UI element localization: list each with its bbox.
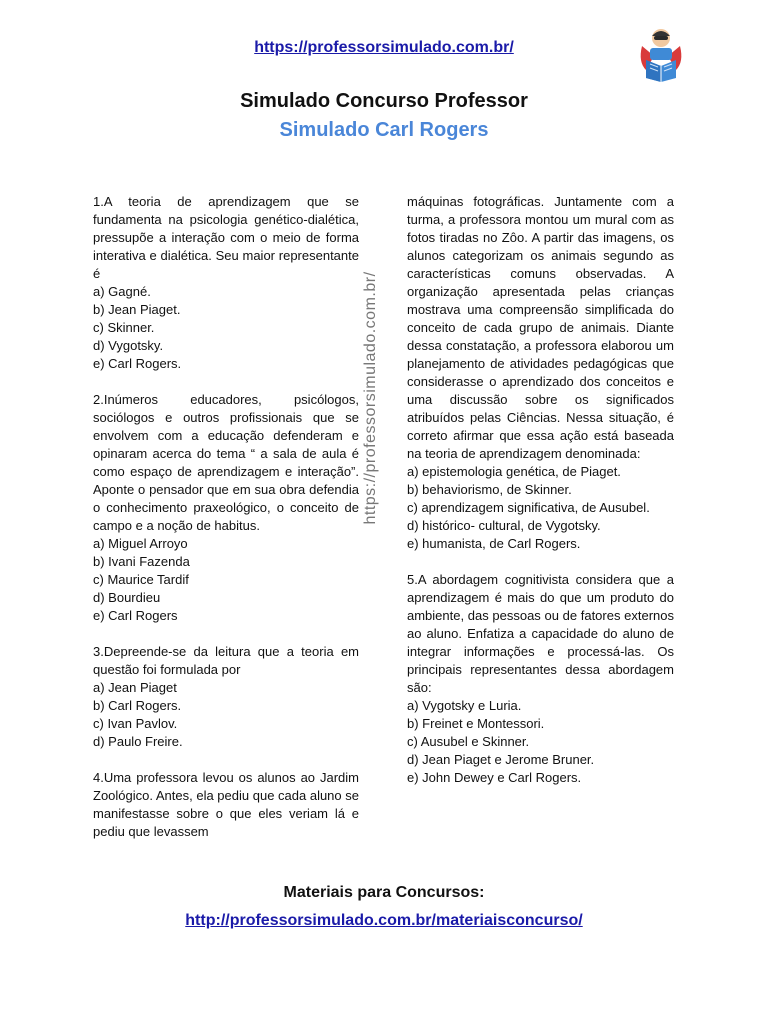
question-stem: 1.A teoria de aprendizagem que se fundamenta na psicologia genético-dialética, pressupõe a interação com o meio de forma interativa e dialética. Seu maior representante é — [93, 194, 359, 281]
superhero-teacher-logo-icon — [636, 26, 686, 82]
answer-option: d) Bourdieu — [93, 590, 161, 605]
question-5 — [407, 571, 674, 787]
answer-option: d) Jean Piaget e Jerome Bruner. — [407, 752, 595, 767]
answer-option: a) Vygotsky e Luria. — [407, 698, 522, 713]
question-stem: 4.Uma professora levou os alunos ao Jardim Zoológico. Antes, ela pediu que cada aluno se manifestasse sobre o que eles veriam lá e pediu que levassem — [93, 770, 359, 839]
answer-option: e) John Dewey e Carl Rogers. — [407, 770, 582, 785]
answer-option: d) Vygotsky. — [93, 338, 164, 353]
answer-option: d) Paulo Freire. — [93, 734, 183, 749]
answer-option: c) Maurice Tardif — [93, 572, 189, 587]
page-subtitle: Simulado Carl Rogers — [279, 119, 489, 141]
answer-option: c) Ivan Pavlov. — [93, 716, 178, 731]
answer-option: a) Gagné. — [93, 284, 151, 299]
question-2 — [93, 391, 359, 625]
answer-option: e) Carl Rogers. — [93, 356, 182, 371]
footer-title: Materiais para Concursos: — [283, 884, 485, 901]
answer-option: e) humanista, de Carl Rogers. — [407, 536, 581, 551]
watermark-text: https://professorsimulado.com.br/ — [362, 271, 379, 525]
answer-option: b) behaviorismo, de Skinner. — [407, 482, 572, 497]
materials-link[interactable]: http://professorsimulado.com.br/materiaisconcurso/ — [185, 912, 583, 929]
question-1 — [93, 193, 359, 373]
answer-option: c) aprendizagem significativa, de Ausubel. — [407, 500, 650, 515]
answer-option: d) histórico- cultural, de Vygotsky. — [407, 518, 601, 533]
question-stem: 3.Depreende-se da leitura que a teoria em questão foi formulada por — [93, 644, 359, 677]
answer-option: b) Carl Rogers. — [93, 698, 182, 713]
page-title: Simulado Concurso Professor — [240, 90, 528, 112]
answer-option: b) Ivani Fazenda — [93, 554, 190, 569]
answer-option: e) Carl Rogers — [93, 608, 178, 623]
answer-option: c) Skinner. — [93, 320, 155, 335]
answer-option: a) epistemologia genética, de Piaget. — [407, 464, 621, 479]
question-4-part-2 — [407, 193, 674, 553]
answer-option: b) Jean Piaget. — [93, 302, 181, 317]
question-3 — [93, 643, 359, 751]
question-stem: máquinas fotográficas. Juntamente com a turma, a professora montou um mural com as fotos tiradas no Zôo. A partir das imagens, os alunos categorizam os animais segundo as características comuns observadas. A organização apresentada pelas crianças mostrava uma compreensão simplificada do conceito de cada grupo de animais. Diante dessa constatação, a professora elaborou um planejamento de atividades pedagógicas que considerasse o aprendizado dos conceitos e uma discussão sobre os significados atribuídos pelas Ciências. Nessa situação, é correto afirmar que essa ação está baseada na teoria de aprendizagem denominada: — [407, 194, 674, 461]
left-column — [93, 193, 359, 859]
answer-option: b) Freinet e Montessori. — [407, 716, 545, 731]
question-stem: 5.A abordagem cognitivista considera que a aprendizagem é mais do que um produto do ambiente, das pessoas ou de fatores externos ao aluno. Enfatiza a capacidade do aluno de integrar informações e processá-las. Os principais representantes dessa abordagem são: — [407, 572, 674, 695]
answer-option: a) Jean Piaget — [93, 680, 177, 695]
answer-option: c) Ausubel e Skinner. — [407, 734, 530, 749]
question-stem: 2.Inúmeros educadores, psicólogos, sociólogos e outros profissionais que se envolvem com a educação defenderam e opinaram acerca do tema “ a sala de aula é como espaço de aprendizagem e interação”. Aponte o pensador que em sua obra defendia o conhecimento praxeológico, o conceito de campo e a noção de habitus. — [93, 392, 359, 533]
site-url-link[interactable]: https://professorsimulado.com.br/ — [254, 39, 514, 56]
question-4-part-1 — [93, 769, 359, 841]
answer-option: a) Miguel Arroyo — [93, 536, 188, 551]
right-column — [407, 193, 674, 805]
